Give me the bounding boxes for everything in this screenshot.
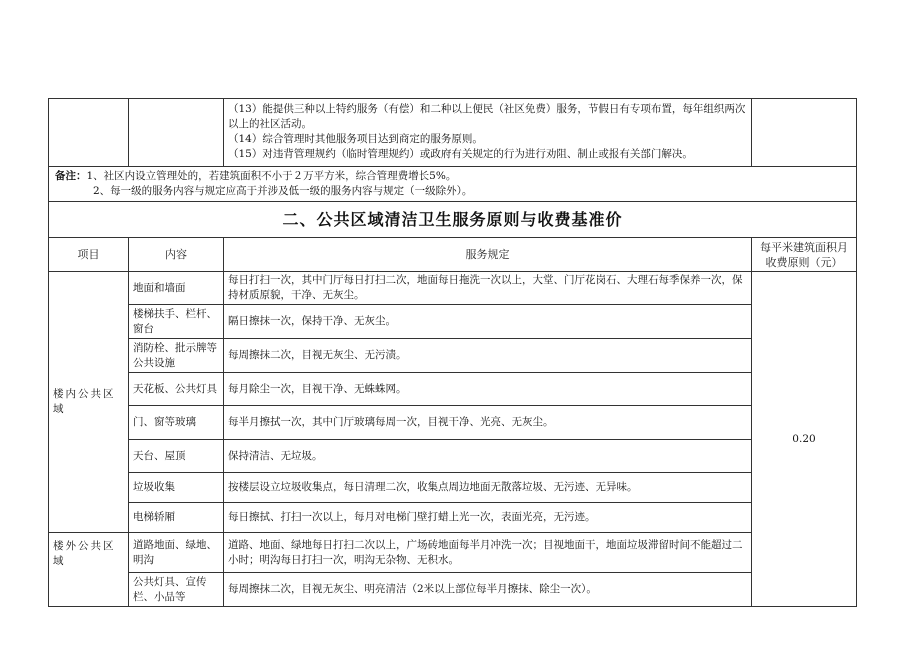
requirement-15: （15）对违背管理规约（临时管理规约）或政府有关规定的行为进行劝阻、制止或报有关部门解决。 [228, 148, 693, 160]
row-requirement: 隔日擦抹一次，保持干净、无灰尘。 [224, 305, 752, 339]
row-content: 天台、屋顶 [129, 440, 224, 473]
area-indoor: 楼内公共区域 [49, 272, 129, 533]
requirement-14: （14）综合管理时其他服务项目达到商定的服务原则。 [228, 133, 483, 145]
row-content: 消防栓、批示牌等公共设施 [129, 339, 224, 373]
notes-label: 备注： [55, 170, 87, 182]
note-2: 2、每一级的服务内容与规定应高于并涉及低一级的服务内容与规定（一级除外）。 [93, 185, 473, 197]
row-requirement: 道路、地面、绿地每日打扫二次以上，广场砖地面每半月冲洗一次；目视地面干，地面垃圾滞留时间不能超过二小时；明沟每日打扫一次，明沟无杂物、无积水。 [224, 533, 752, 573]
row-content: 门、窗等玻璃 [129, 406, 224, 440]
empty-cell [49, 99, 129, 167]
row-requirement: 每日擦拭、打扫一次以上，每月对电梯门壁打蜡上光一次，表面光亮，无污迹。 [224, 503, 752, 533]
continuation-requirements [224, 99, 752, 167]
row-content: 公共灯具、宣传栏、小品等 [129, 573, 224, 607]
row-content: 电梯轿厢 [129, 503, 224, 533]
row-requirement: 按楼层设立垃圾收集点，每日清理二次，收集点周边地面无散落垃圾、无污迹、无异味。 [224, 473, 752, 503]
section-title: 二、公共区域清洁卫生服务原则与收费基准价 [49, 202, 857, 238]
row-content: 垃圾收集 [129, 473, 224, 503]
service-standard-table [48, 98, 857, 607]
row-content: 道路地面、绿地、明沟 [129, 533, 224, 573]
header-price: 每平米建筑面积月收费原则（元） [752, 238, 857, 272]
row-content: 地面和墙面 [129, 272, 224, 305]
area-outdoor: 楼外公共区域 [49, 533, 129, 607]
row-content: 楼梯扶手、栏杆、窗台 [129, 305, 224, 339]
empty-cell [752, 99, 857, 167]
empty-cell [129, 99, 224, 167]
note-1: 1、社区内设立管理处的，若建筑面积不小于２万平方米，综合管理费增长5%。 [86, 170, 457, 182]
row-requirement: 每月除尘一次，目视干净、无蛛蛛网。 [224, 373, 752, 406]
header-requirement: 服务规定 [224, 238, 752, 272]
row-content: 天花板、公共灯具 [129, 373, 224, 406]
price-value: 0.20 [752, 272, 857, 607]
header-item: 项目 [49, 238, 129, 272]
notes-cell [49, 167, 857, 202]
row-requirement: 保持清洁、无垃圾。 [224, 440, 752, 473]
row-requirement: 每半月擦拭一次，其中门厅玻璃每周一次，目视干净、光亮、无灰尘。 [224, 406, 752, 440]
row-requirement: 每周擦抹二次，目视无灰尘、明亮清洁（2米以上部位每半月擦抹、除尘一次）。 [224, 573, 752, 607]
header-content: 内容 [129, 238, 224, 272]
row-requirement: 每周擦抹二次，目视无灰尘、无污渍。 [224, 339, 752, 373]
requirement-13: （13）能提供三种以上特约服务（有偿）和二种以上便民（社区免费）服务，节假日有专项布置，每年组织两次以上的社区活动。 [228, 103, 746, 130]
row-requirement: 每日打扫一次，其中门厅每日打扫二次，地面每日拖洗一次以上，大堂、门厅花岗石、大理石每季保养一次，保持材质原貌，干净、无灰尘。 [224, 272, 752, 305]
